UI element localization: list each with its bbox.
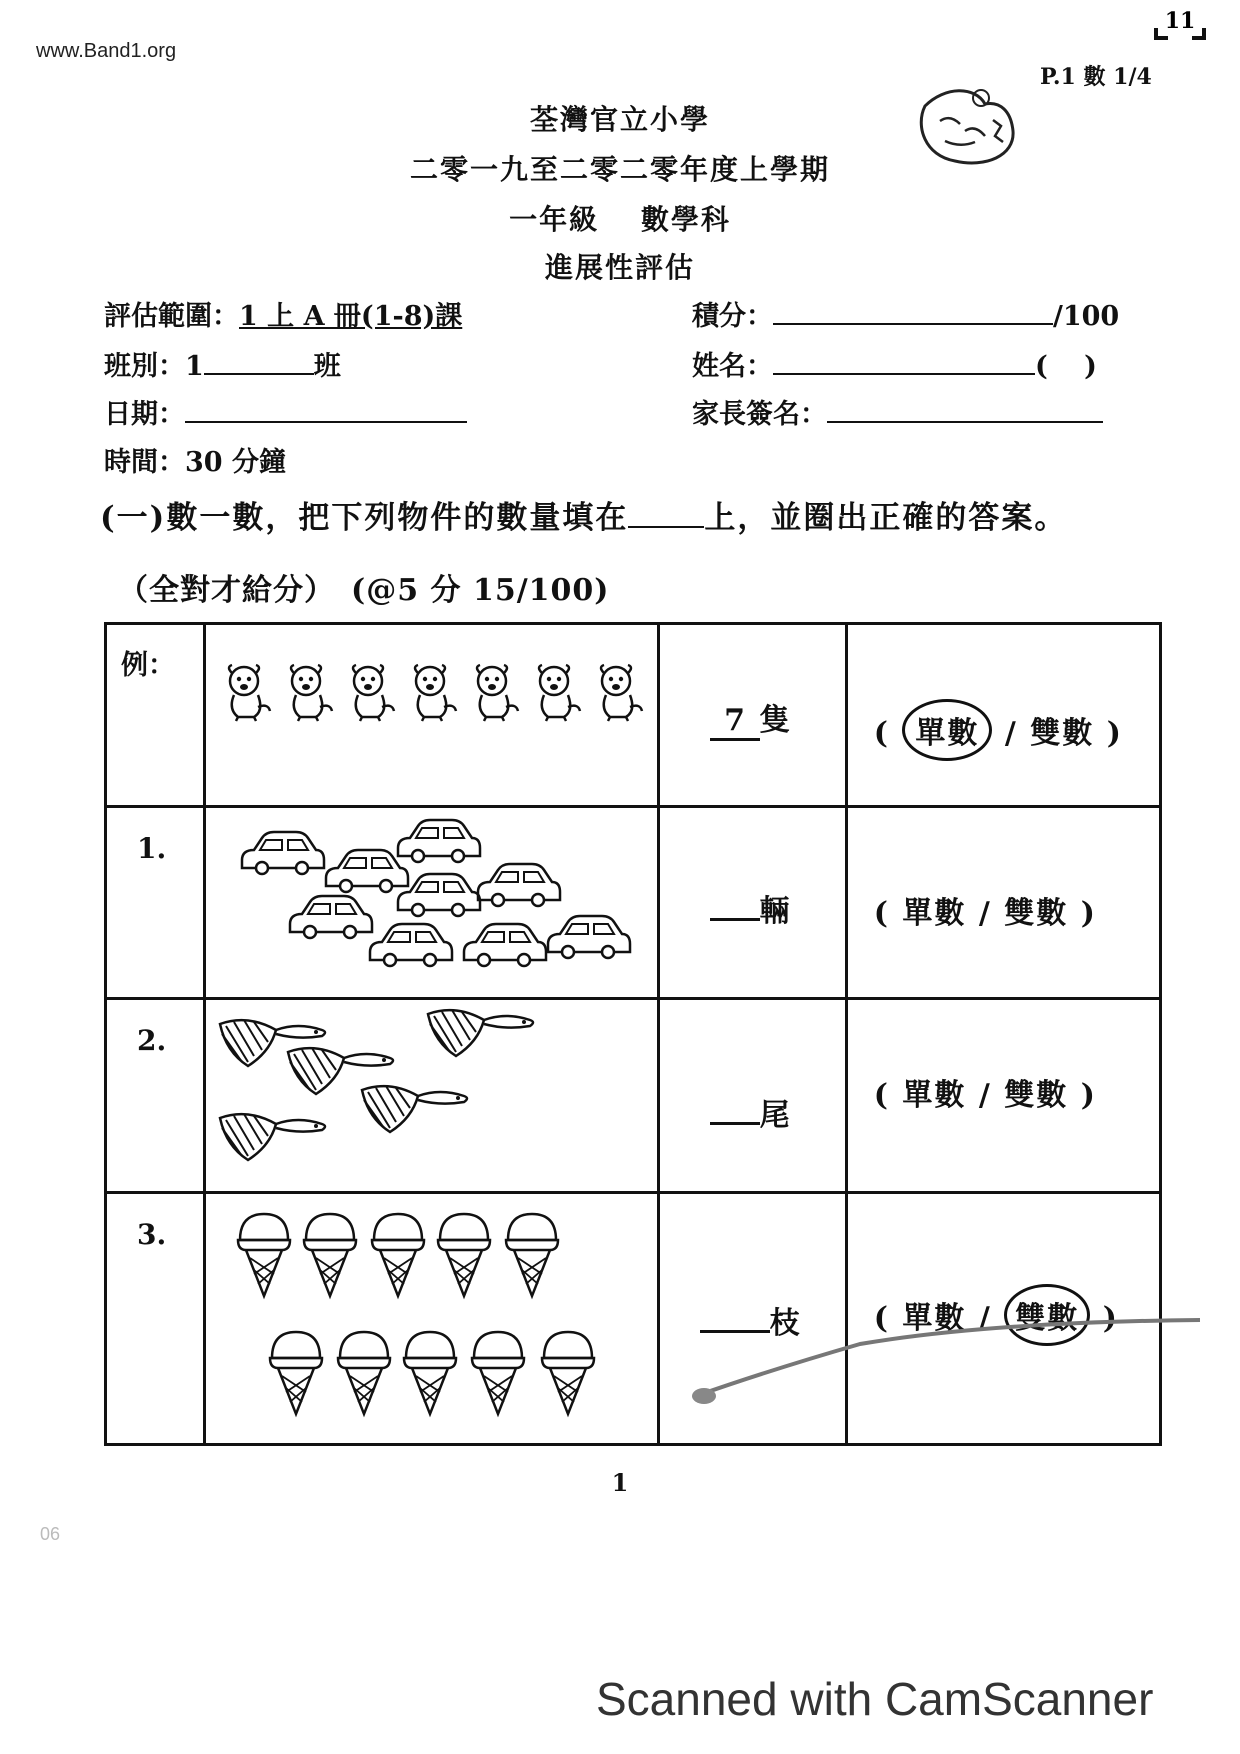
count-blank — [710, 1122, 760, 1125]
choice-close: ) — [1106, 716, 1123, 751]
count-answer[interactable] — [710, 1090, 790, 1134]
parent-signature-blank[interactable] — [827, 399, 1103, 423]
car-pictures — [206, 808, 664, 1000]
name-line — [692, 344, 1097, 383]
choice-separator: / — [1004, 716, 1018, 751]
count-blank — [710, 918, 760, 921]
school-name: 荃灣官立小學 — [529, 103, 710, 136]
picture-cell — [204, 999, 658, 1193]
choice-odd: 單數 — [902, 1301, 967, 1336]
time-line: 時間：30 分鐘 — [104, 447, 286, 478]
name-paren: ( ) — [1035, 351, 1097, 382]
choice-even: 雙數 — [1004, 896, 1069, 931]
choice-close: ) — [1102, 1301, 1119, 1336]
score-total: /100 — [1053, 301, 1120, 332]
count-unit: 輛 — [759, 894, 790, 929]
count-unit: 隻 — [759, 703, 790, 738]
name-label: 姓名： — [692, 351, 773, 382]
parity-choice[interactable] — [874, 1070, 1097, 1114]
choice-open: ( — [873, 1301, 890, 1336]
page-number: 1 — [611, 1468, 629, 1497]
date-label: 日期： — [104, 399, 185, 430]
class-blank[interactable] — [204, 351, 314, 375]
section-note: （全對才給分） (@5 分 15/100) — [118, 573, 610, 608]
parity-choice[interactable] — [874, 888, 1097, 932]
corner-scan-mark — [1150, 6, 1210, 42]
scope-label: 評估範圍： — [104, 301, 239, 332]
table-row — [106, 624, 1161, 807]
date-blank[interactable] — [185, 399, 467, 423]
row-label: 例： — [121, 650, 175, 681]
corner-mark-text: 11 — [1164, 8, 1196, 34]
section-title-blank — [628, 500, 704, 528]
row-label: 2. — [137, 1024, 167, 1057]
picture-cell — [204, 807, 658, 999]
section-title — [100, 492, 1067, 537]
section-title-part-a: (一)數一數，把下列物件的數量填在 — [100, 500, 629, 536]
scope-line — [104, 294, 462, 333]
assessment-title: 進展性評估 — [544, 251, 695, 284]
name-blank[interactable] — [773, 351, 1035, 375]
count-answer[interactable] — [710, 886, 790, 930]
choice-even-circled: 雙數 — [1004, 1284, 1090, 1346]
count-unit: 枝 — [769, 1306, 800, 1341]
school-year: 二零一九至二零二零年度上學期 — [409, 153, 830, 186]
choice-open: ( — [873, 1078, 890, 1113]
choice-close: ) — [1080, 1078, 1097, 1113]
class-suffix: 班 — [313, 351, 341, 382]
section-title-part-b: 上，並圈出正確的答案。 — [704, 500, 1068, 536]
choice-open: ( — [873, 716, 890, 751]
parent-signature-line — [692, 392, 1103, 431]
count-blank: 7 — [710, 703, 760, 741]
site-watermark: www.Band1.org — [36, 40, 177, 62]
table-row — [106, 807, 1161, 999]
page-reference: P.1 數 1/4 — [1040, 64, 1152, 90]
score-line — [692, 294, 1119, 333]
choice-separator: / — [978, 1078, 992, 1113]
count-answer[interactable] — [710, 695, 790, 741]
row-label: 1. — [137, 832, 167, 865]
choice-separator: / — [978, 1301, 992, 1336]
choice-odd: 單數 — [902, 896, 967, 931]
pen-stroke-mark — [690, 1300, 1210, 1410]
picture-cell — [204, 624, 658, 807]
dog-pictures — [206, 625, 664, 808]
table-row — [106, 999, 1161, 1193]
choice-close: ) — [1080, 896, 1097, 931]
ice-cream-pictures — [206, 1194, 664, 1446]
score-blank[interactable] — [773, 301, 1053, 325]
choice-odd: 單數 — [902, 1078, 967, 1113]
grade-subject: 一年級 數學科 — [509, 203, 731, 236]
scanner-watermark: Scanned with CamScanner — [596, 1673, 1154, 1725]
parent-signature-label: 家長簽名： — [692, 399, 827, 430]
choice-odd-circled: 單數 — [902, 699, 992, 761]
choice-even: 雙數 — [1030, 716, 1095, 751]
row-label: 3. — [137, 1218, 167, 1251]
count-unit: 尾 — [759, 1098, 790, 1133]
class-line — [104, 344, 341, 383]
parity-choice[interactable] — [874, 699, 1123, 761]
class-label: 班別：1 — [104, 351, 204, 382]
scope-value: 1 上 A 冊(1-8)課 — [239, 301, 463, 332]
date-line — [104, 392, 467, 431]
choice-even: 雙數 — [1004, 1078, 1069, 1113]
choice-separator: / — [978, 896, 992, 931]
picture-cell — [204, 1193, 658, 1445]
choice-open: ( — [873, 896, 890, 931]
edge-marks: 06 — [40, 1524, 61, 1544]
fish-pictures — [206, 1000, 664, 1194]
score-label: 積分： — [692, 301, 773, 332]
